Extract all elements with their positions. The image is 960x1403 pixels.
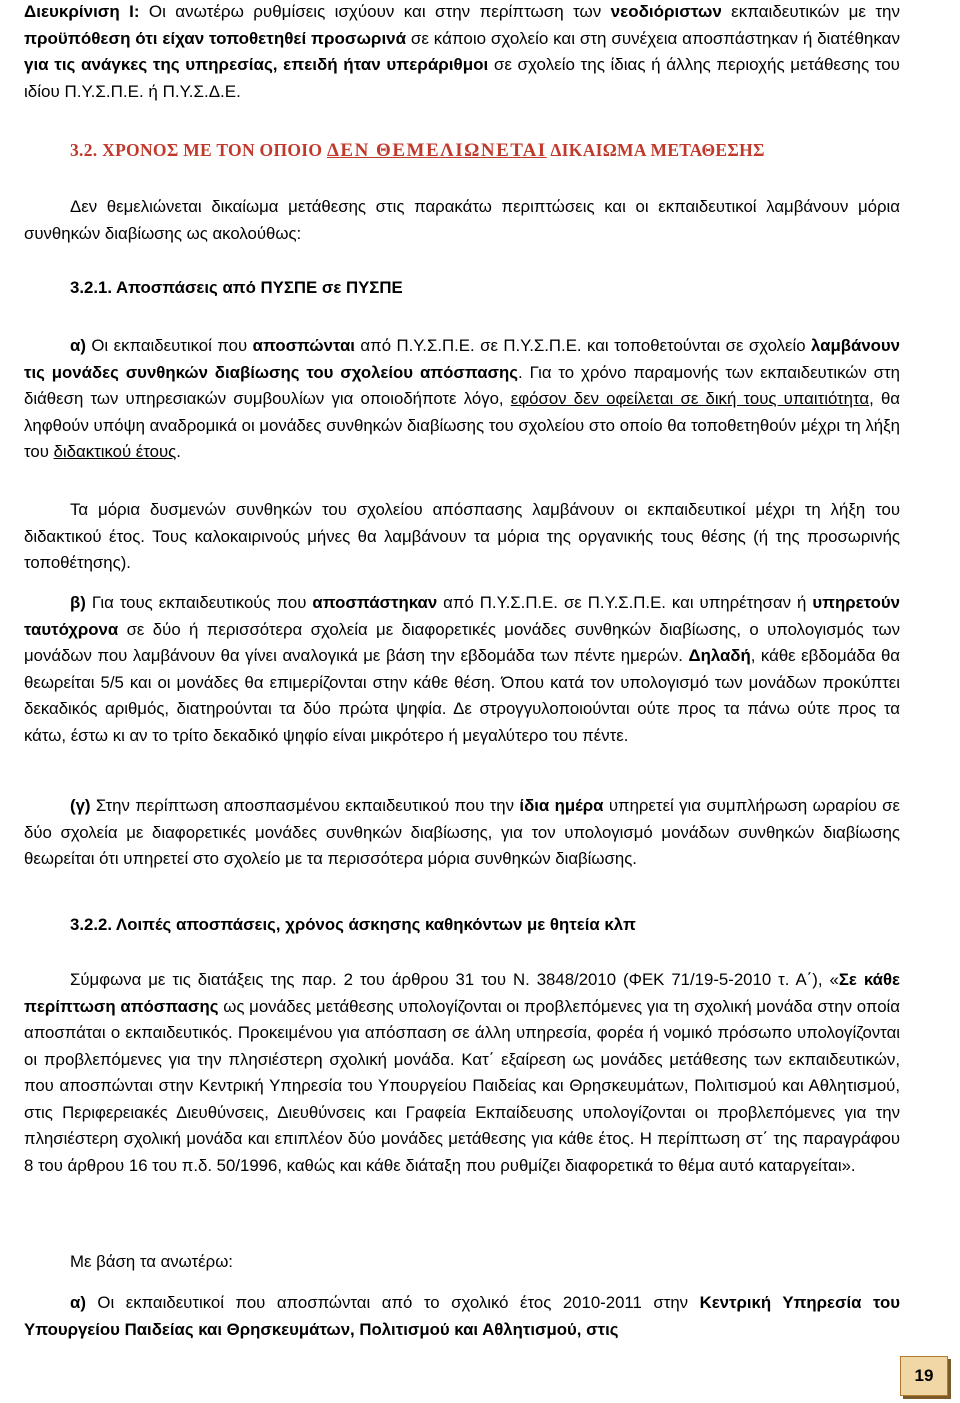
text: Οι εκπαιδευτικοί που αποσπώνται από το σχολικό έτος 2010-2011 στην — [85, 1293, 700, 1312]
basis-paragraph — [24, 1249, 900, 1276]
bold-text: υπηρετούν ταυτόχρονα — [24, 593, 900, 639]
item-a-second-paragraph — [24, 497, 900, 577]
text: Οι ανωτέρω ρυθμίσεις ισχύουν και στην περίπτωση των — [139, 2, 611, 21]
item-c-paragraph — [24, 793, 900, 873]
page-number-badge — [900, 1356, 948, 1396]
text: από Π.Υ.Σ.Π.Ε. σε Π.Υ.Σ.Π.Ε. και τοποθετούνται σε σχολείο — [354, 336, 812, 355]
item-a-paragraph — [24, 333, 900, 466]
text: . Για το χρόνο παραμονής των εκπαιδευτικών στη διάθεση των υπηρεσιακών συμβουλίων για οποιοδήποτε λόγο, — [24, 362, 900, 408]
section-3-2-2-paragraph — [24, 967, 900, 1179]
bold-text: Δηλαδή — [688, 646, 751, 665]
page-number: 19 — [914, 1366, 934, 1385]
section-3-2-intro — [24, 194, 900, 247]
bold-text: για τις ανάγκες της υπηρεσίας, επειδή ήταν υπεράριθμοι — [24, 55, 489, 74]
text: Με βάση τα ανωτέρω: — [70, 1252, 233, 1271]
text: εκπαιδευτικών με την — [721, 2, 900, 21]
bold-text: ίδια ημέρα — [519, 796, 604, 815]
text: Σύμφωνα με τις διατάξεις της παρ. 2 του άρθρου 31 του Ν. 3848/2010 (ΦΕΚ 71/19-5-2010 τ. Α΄), « — [70, 970, 839, 989]
section-3-2-heading — [70, 137, 900, 165]
item-label: α) — [70, 336, 86, 355]
bold-text: αποσπάστηκαν — [312, 593, 438, 612]
underlined-text: διδακτικού έτους — [53, 442, 177, 461]
underlined-text: εφόσον δεν οφείλεται σε δική τους υπαιτιότητα — [510, 389, 870, 408]
text: από Π.Υ.Σ.Π.Ε. σε Π.Υ.Σ.Π.Ε. και υπηρέτησαν ή — [437, 593, 813, 612]
bold-text: Κεντρική Υπηρεσία του Υπουργείου Παιδείας και Θρησκευμάτων, Πολιτισμού και Αθλητισμού, στις — [24, 1293, 901, 1339]
text: ως μονάδες μετάθεσης υπολογίζονται οι προβλεπόμενες για τη σχολική μονάδα στην οποία αποσπάται ο εκπαιδευτικός. Προκειμένου για απόσπαση σε άλλη υπηρεσία, φορέα ή νομικό πρόσωπο υπολογίζονται οι προβλεπόμενες για την πλησιέστερη σχολική μονάδα. Κατ΄ εξαίρεση ως μονάδες μετάθεσης των εκπαιδευτικών, που αποσπώνται στην Κεντρική Υπηρεσία του Υπουργείου Παιδείας και Θρησκευμάτων, Πολιτισμού και Αθλητισμού, στις Περιφερειακές Διευθύνσεις, Διευθύνσεις και Γραφεία Εκπαίδευσης υπολογίζονται οι προβλεπόμενες για την πλησιέστερη σχολική μονάδα και επιπλέον δύο μονάδες μετάθεσης για κάθε έτος. Η περίπτωση στ΄ της παραγράφου 8 του άρθρου 16 του π.δ. 50/1996, καθώς και κάθε διάταξη που ρυθμίζει διαφορετικά το θέμα αυτό καταργείται». — [24, 996, 900, 1175]
text: Τα μόρια δυσμενών συνθηκών του σχολείου απόσπασης λαμβάνουν οι εκπαιδευτικοί μέχρι τη λήξη του διδακτικού έτος. Τους καλοκαιρινούς μήνες θα λαμβάνουν τα μόρια της οργανικής τους θέσης (ή της προσωρινής τοποθέτησης). — [24, 500, 900, 572]
heading-underlined-text: ΔΕΝ ΘΕΜΕΛΙΩΝΕΤΑΙ — [327, 140, 547, 161]
bold-text: νεοδιόριστων — [610, 2, 722, 21]
heading-text: 3.2. ΧΡΟΝΟΣ ΜΕ ΤΟΝ ΟΠΟΙΟ — [70, 140, 327, 160]
text: , θα ληφθούν υπόψη αναδρομικά οι μονάδες συνθηκών διαβίωσης του σχολείου στο οποίο θα τοποθετηθούν μέχρι τη λήξη του — [24, 389, 900, 461]
item-label: α) — [70, 1293, 86, 1312]
text: σε σχολείο της ίδιας ή άλλης περιοχής μετάθεσης του ιδίου Π.Υ.Σ.Π.Ε. ή Π.Υ.Σ.Δ.Ε. — [24, 55, 900, 101]
item-label: β) — [70, 593, 86, 612]
section-3-2-1-heading: 3.2.1. Αποσπάσεις από ΠΥΣΠΕ σε ΠΥΣΠΕ — [70, 278, 403, 297]
bold-text: αποσπώνται — [252, 336, 355, 355]
clarification-paragraph — [24, 0, 900, 105]
text: σε κάποιο σχολείο και στη συνέχεια αποσπάστηκαν ή διατέθηκαν — [406, 28, 900, 48]
clarification-label: Διευκρίνιση Ι: — [24, 2, 140, 21]
text: Δεν θεμελιώνεται δικαίωμα μετάθεσης στις παρακάτω περιπτώσεις και οι εκπαιδευτικοί λαμβάνουν μόρια συνθηκών διαβίωσης ως ακολούθως: — [24, 197, 900, 243]
item-label: (γ) — [70, 796, 91, 815]
text: Στην περίπτωση αποσπασμένου εκπαιδευτικού που την — [90, 796, 520, 815]
heading-text: ΔΙΚΑΙΩΜΑ ΜΕΤΑΘΕΣΗΣ — [546, 140, 765, 160]
text: Οι εκπαιδευτικοί που — [85, 336, 253, 355]
bold-text: λαμβάνουν τις μονάδες συνθηκών διαβίωσης του σχολείου απόσπασης — [24, 336, 901, 382]
basis-item-a-paragraph — [24, 1290, 900, 1343]
bold-text: Σε κάθε περίπτωση απόσπασης — [24, 970, 900, 1016]
text: υπηρετεί για συμπλήρωση ωραρίου σε δύο σχολεία με διαφορετικές μονάδες συνθηκών διαβίωσης, για τον υπολογισμό μονάδων συνθηκών διαβίωσης θεωρείται ότι υπηρετεί στο σχολείο με τα περισσότερα μόρια συνθηκών διαβίωσης. — [24, 796, 901, 868]
text: σε δύο ή περισσότερα σχολεία με διαφορετικές μονάδες συνθηκών διαβίωσης, ο υπολογισμός των μονάδων που λαμβάνουν θα γίνει αναλογικά με βάση την εβδομάδα των πέντε ημερών. — [24, 619, 900, 665]
bold-text: προϋπόθεση ότι είχαν τοποθετηθεί προσωρινά — [24, 28, 407, 48]
text: , κάθε εβδομάδα θα θεωρείται 5/5 και οι μονάδες θα επιμερίζονται στην κάθε θέση. Όπου κατά τον υπολογισμό των μονάδων προκύπτει δεκαδικός αριθμός, διατηρούνται τα δύο πρώτα ψηφία. Δε στρογγυλοποιούνται ούτε προς τα πάνω ούτε προς τα κάτω, έστω κι αν το τρίτο δεκαδικό ψηφίο είναι μικρότερο ή μεγαλύτερο του πέντε. — [24, 646, 900, 745]
text: Για τους εκπαιδευτικούς που — [85, 593, 313, 612]
item-b-paragraph — [24, 590, 900, 749]
text: . — [176, 442, 181, 461]
section-3-2-2-heading: 3.2.2. Λοιπές αποσπάσεις, χρόνος άσκησης καθηκόντων με θητεία κλπ — [70, 915, 636, 934]
